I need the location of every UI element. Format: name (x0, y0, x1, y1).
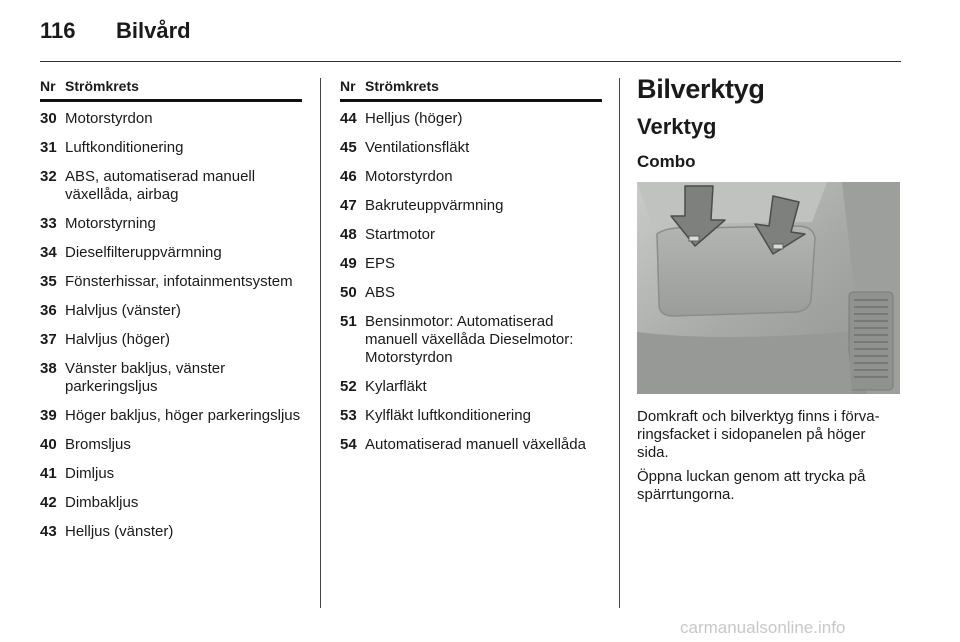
fuse-row (340, 110, 602, 128)
fuse-number: 36 (40, 302, 57, 319)
fuse-label: Höger bakljus, höger parkeringsljus (65, 407, 301, 424)
fuse-row (40, 168, 302, 204)
fuse-row (40, 360, 302, 396)
fuse-number: 42 (40, 494, 57, 511)
fuse-number: 38 (40, 360, 57, 377)
page-number: 116 (40, 18, 76, 43)
fuse-table-right (340, 78, 602, 465)
fuse-number: 44 (340, 110, 357, 127)
fuse-row (340, 168, 602, 186)
fuse-label: Halvljus (höger) (65, 331, 171, 348)
fuse-number: 34 (40, 244, 57, 261)
column-divider (619, 78, 620, 608)
tools-section (637, 74, 900, 504)
fuse-row (340, 284, 602, 302)
fuse-label: Ventilationsfläkt (365, 139, 470, 156)
fuse-row (40, 331, 302, 349)
fuse-list-right (340, 110, 602, 454)
fuse-label: Helljus (höger) (365, 110, 463, 127)
fuse-row (40, 244, 302, 262)
fuse-label: Halvljus (vänster) (65, 302, 181, 319)
fuse-label: EPS (365, 255, 396, 272)
fuse-label: ABS, automatiserad manuell växellåda, airbag (65, 168, 256, 203)
fuse-row (40, 436, 302, 454)
fuse-label: ABS (365, 284, 396, 301)
fuse-row (340, 313, 602, 367)
fuse-number: 30 (40, 110, 57, 127)
fuse-label: Dimbakljus (65, 494, 139, 511)
fuse-number: 51 (340, 313, 357, 330)
fuse-number: 31 (40, 139, 57, 156)
fuse-number: 35 (40, 273, 57, 290)
fuse-row (340, 139, 602, 157)
fuse-number: 54 (340, 436, 357, 453)
fuse-number: 37 (40, 331, 57, 348)
fuse-row (40, 407, 302, 425)
section-title: Bilvård (116, 18, 191, 43)
label-header: Strömkrets (365, 78, 439, 94)
fuse-label: Fönsterhissar, infotainmentsystem (65, 273, 293, 290)
fuse-label: Dieselfilteruppvärmning (65, 244, 222, 261)
fuse-number: 52 (340, 378, 357, 395)
fuse-label: Helljus (vänster) (65, 523, 174, 540)
fuse-label: Motorstyrdon (365, 168, 453, 185)
fuse-number: 48 (340, 226, 357, 243)
fuse-row (40, 302, 302, 320)
fuse-label: Kylarfläkt (365, 378, 427, 395)
fuse-label: Luftkonditionering (65, 139, 184, 156)
fuse-number: 33 (40, 215, 57, 232)
fuse-row (40, 110, 302, 128)
fuse-row (40, 465, 302, 483)
fuse-label: Bromsljus (65, 436, 131, 453)
fuse-label: Bensinmotor: Automatiserad manuell växellåda Dieselmotor: Motorstyrdon (365, 313, 574, 366)
fuse-list-left (40, 110, 302, 541)
fuse-label: Vänster bakljus, vänster parkeringsljus (65, 360, 226, 395)
tools-paragraph: Domkraft och bilverktyg finns i förva-ringsfacket i sidopanelen på höger sida. (637, 408, 880, 461)
fuse-label: Kylfläkt luftkonditionering (365, 407, 531, 424)
fuse-row (340, 255, 602, 273)
table-rule (40, 99, 302, 102)
table-header (340, 78, 602, 99)
fuse-number: 46 (340, 168, 357, 185)
fuse-row (40, 215, 302, 233)
fuse-row (40, 494, 302, 512)
fuse-number: 40 (40, 436, 57, 453)
fuse-row (40, 273, 302, 291)
nr-header: Nr (40, 78, 56, 94)
fuse-row (40, 523, 302, 541)
fuse-number: 50 (340, 284, 357, 301)
label-header: Strömkrets (65, 78, 139, 94)
table-header (40, 78, 302, 99)
fuse-number: 45 (340, 139, 357, 156)
fuse-number: 43 (40, 523, 57, 540)
fuse-number: 39 (40, 407, 57, 424)
fuse-number: 41 (40, 465, 57, 482)
fuse-row (340, 378, 602, 396)
fuse-label: Motorstyrdon (65, 110, 153, 127)
fuse-row (340, 436, 602, 454)
subsection-heading: Verktyg (637, 114, 717, 139)
tools-paragraph: Öppna luckan genom att trycka på spärrtungorna. (637, 468, 866, 503)
fuse-number: 53 (340, 407, 357, 424)
column-divider (320, 78, 321, 608)
fuse-label: Startmotor (365, 226, 436, 243)
fuse-row (40, 139, 302, 157)
fuse-label: Bakruteuppvärmning (365, 197, 504, 214)
header-rule (40, 61, 901, 62)
page-header (40, 18, 191, 44)
fuse-number: 47 (340, 197, 357, 214)
cargo-panel-photo (637, 182, 900, 394)
fuse-row (340, 407, 602, 425)
section-heading: Bilverktyg (637, 74, 765, 104)
fuse-number: 49 (340, 255, 357, 272)
fuse-label: Dimljus (65, 465, 115, 482)
fuse-number: 32 (40, 168, 57, 185)
watermark: carmanualsonline.info (680, 618, 846, 637)
table-rule (340, 99, 602, 102)
fuse-label: Automatiserad manuell växellåda (365, 436, 586, 453)
nr-header: Nr (340, 78, 356, 94)
fuse-row (340, 226, 602, 244)
fuse-label: Motorstyrning (65, 215, 156, 232)
fuse-table-left (40, 78, 302, 552)
fuse-row (340, 197, 602, 215)
model-heading: Combo (637, 152, 696, 171)
